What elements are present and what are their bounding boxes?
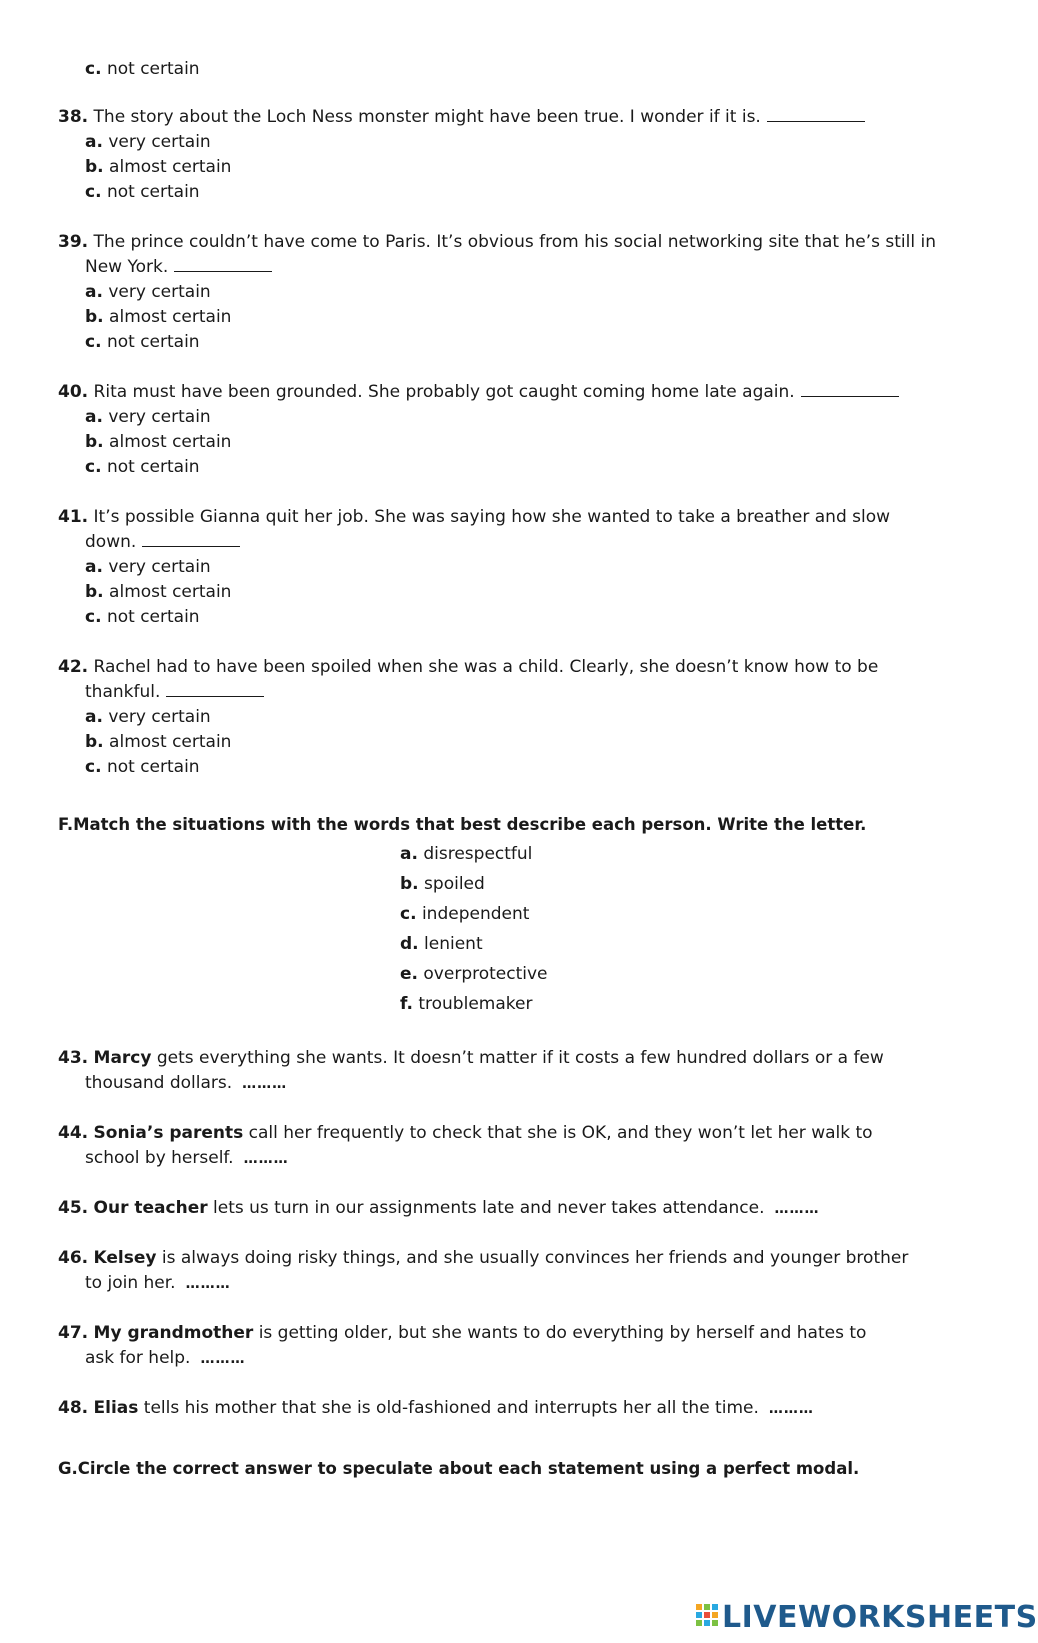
answer-dots[interactable]: ………	[243, 1151, 289, 1167]
option-c: c. not certain	[85, 457, 200, 477]
question-number: 41.	[58, 507, 89, 527]
section-f-heading: F.Match the situations with the words that best describe each person. Write the letter.	[58, 815, 867, 834]
option-c: c. not certain	[85, 182, 200, 202]
option-a: a. very certain	[85, 132, 211, 152]
question-41	[58, 506, 890, 528]
question-number: 38.	[58, 107, 89, 127]
match-item-45: 45. Our teacher lets us turn in our assignments late and never takes attendance. ………	[58, 1198, 820, 1218]
question-text: It’s possible Gianna quit her job. She was saying how she wanted to take a breather and slow	[93, 507, 891, 527]
option-b: b. almost certain	[85, 732, 232, 752]
option-b: b. almost certain	[85, 432, 232, 452]
answer-dots[interactable]: ………	[242, 1076, 288, 1092]
answer-blank[interactable]	[142, 532, 240, 547]
match-item-48: 48. Elias tells his mother that she is old-fashioned and interrupts her all the time. ………	[58, 1398, 814, 1418]
match-item-46: 46. Kelsey is always doing risky things, and she usually convinces her friends and younger brother	[58, 1248, 909, 1268]
match-item-43-line2: thousand dollars. ………	[85, 1073, 288, 1093]
item-subject: Sonia’s parents	[93, 1123, 244, 1143]
question-number: 40.	[58, 382, 89, 402]
option-b: b. almost certain	[85, 582, 232, 602]
word-b: b. spoiled	[400, 874, 485, 894]
question-42-line2: thankful.	[85, 681, 264, 703]
question-39-line2: New York.	[85, 256, 272, 278]
question-number: 42.	[58, 657, 89, 677]
match-item-47: 47. My grandmother is getting older, but she wants to do everything by herself and hates to	[58, 1323, 867, 1343]
answer-blank[interactable]	[166, 682, 264, 697]
word-d: d. lenient	[400, 934, 483, 954]
answer-blank[interactable]	[767, 107, 865, 122]
question-text: The story about the Loch Ness monster might have been true. I wonder if it is.	[93, 107, 761, 127]
option-text: not certain	[106, 59, 200, 79]
question-42	[58, 656, 878, 678]
option-letter: c.	[85, 59, 102, 79]
question-number: 39.	[58, 232, 89, 252]
option-c: c. not certain	[85, 607, 200, 627]
word-e: e. overprotective	[400, 964, 548, 984]
answer-blank[interactable]	[174, 257, 272, 272]
section-g-heading: G.Circle the correct answer to speculate about each statement using a perfect modal.	[58, 1459, 860, 1478]
option-c-37	[85, 58, 200, 80]
logo-text: LIVEWORKSHEETS	[722, 1600, 1038, 1635]
option-b: b. almost certain	[85, 307, 232, 327]
question-40	[58, 381, 899, 403]
match-item-46-line2: to join her. ………	[85, 1273, 231, 1293]
word-a: a. disrespectful	[400, 844, 533, 864]
option-a: a. very certain	[85, 282, 211, 302]
liveworksheets-logo-icon	[696, 1604, 718, 1632]
answer-dots[interactable]: ………	[774, 1201, 820, 1217]
answer-blank[interactable]	[801, 382, 899, 397]
question-38	[58, 106, 865, 128]
match-item-44-line2: school by herself. ………	[85, 1148, 289, 1168]
match-item-47-line2: ask for help. ………	[85, 1348, 246, 1368]
word-c: c. independent	[400, 904, 530, 924]
option-c: c. not certain	[85, 757, 200, 777]
answer-dots[interactable]: ………	[185, 1276, 231, 1292]
item-subject: My grandmother	[93, 1323, 254, 1343]
item-subject: Marcy	[93, 1048, 152, 1068]
option-a: a. very certain	[85, 557, 211, 577]
option-a: a. very certain	[85, 707, 211, 727]
match-item-44: 44. Sonia’s parents call her frequently to check that she is OK, and they won’t let her walk to	[58, 1123, 873, 1143]
item-subject: Elias	[93, 1398, 139, 1418]
answer-dots[interactable]: ………	[200, 1351, 246, 1367]
option-b: b. almost certain	[85, 157, 232, 177]
answer-dots[interactable]: ………	[768, 1401, 814, 1417]
question-39	[58, 231, 938, 253]
match-item-43: 43. Marcy gets everything she wants. It doesn’t matter if it costs a few hundred dollars or a few	[58, 1048, 884, 1068]
word-f: f. troublemaker	[400, 994, 533, 1014]
option-c: c. not certain	[85, 332, 200, 352]
liveworksheets-logo	[696, 1600, 1038, 1636]
question-text: The prince couldn’t have come to Paris. It’s obvious from his social networking site that he’s still in	[93, 232, 936, 252]
item-subject: Our teacher	[93, 1198, 208, 1218]
question-text: Rachel had to have been spoiled when she was a child. Clearly, she doesn’t know how to be	[93, 657, 879, 677]
option-a: a. very certain	[85, 407, 211, 427]
question-text: Rita must have been grounded. She probably got caught coming home late again.	[93, 382, 795, 402]
question-41-line2: down.	[85, 531, 240, 553]
item-subject: Kelsey	[93, 1248, 157, 1268]
